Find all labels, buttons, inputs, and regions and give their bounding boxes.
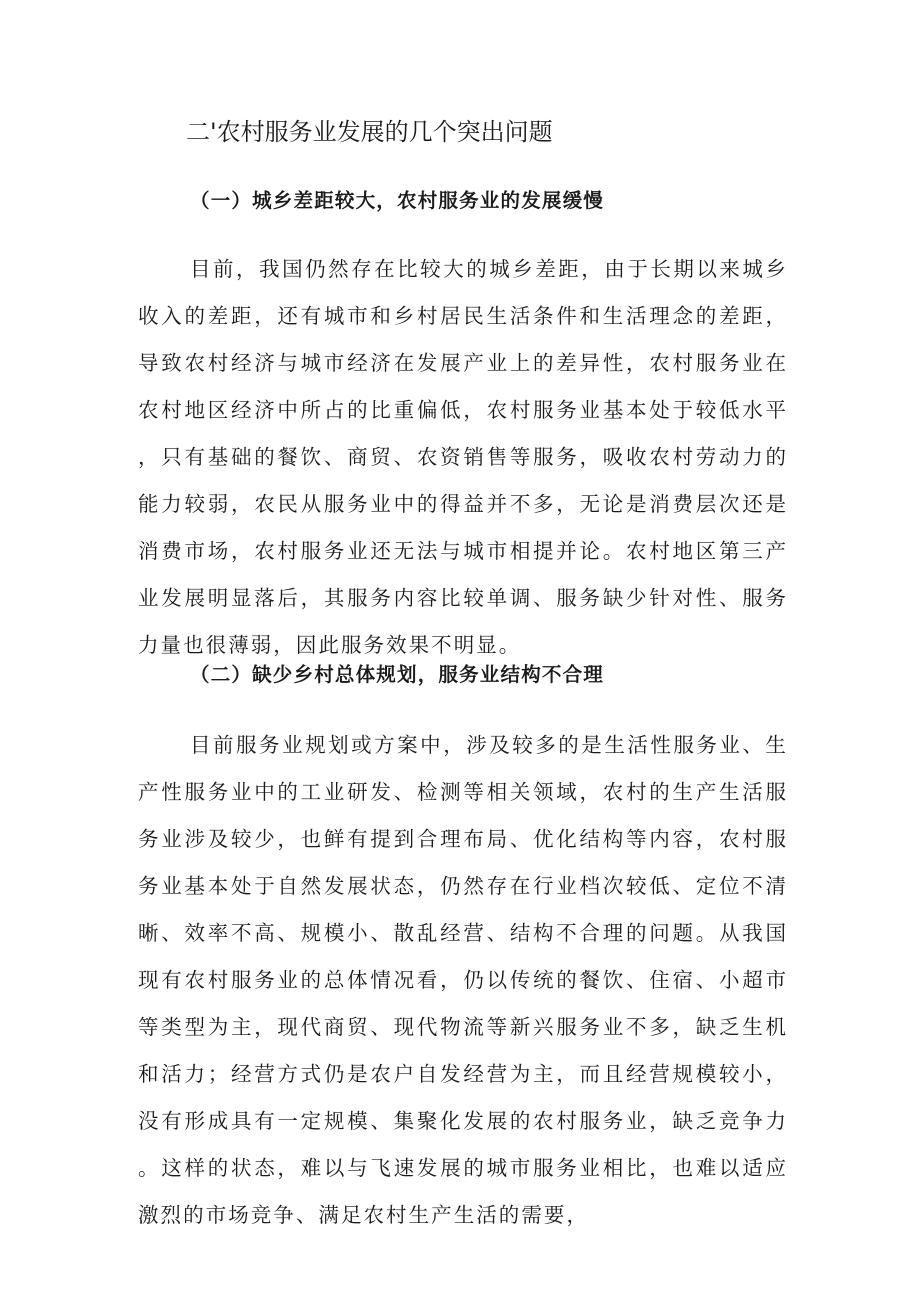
- body-paragraph-1: 目前，我国仍然存在比较大的城乡差距，由于长期以来城乡收入的差距，还有城市和乡村居民生活条件和生活理念的差距，导致农村经济与城市经济在发展产业上的差异性，农村服务业在农村地区经济中所占的比重偏低，农村服务业基本处于较低水平，只有基础的餐饮、商贸、农资销售等服务，吸收农村劳动力的能力较弱，农民从服务业中的得益并不多，无论是消费层次还是消费市场，农村服务业还无法与城市相提并论。农村地区第三产业发展明显落后，其服务内容比较单调、服务缺少针对性、服务力量也很薄弱，因此服务效果不明显。: [138, 257, 788, 657]
- body-paragraph-2: 目前服务业规划或方案中，涉及较多的是生活性服务业、生产性服务业中的工业研发、检测等相关领域，农村的生产生活服务业涉及较少，也鲜有提到合理布局、优化结构等内容，农村服务业基本处于自然发展状态，仍然存在行业档次较低、定位不清晰、效率不高、规模小、散乱经营、结构不合理的问题。从我国现有农村服务业的总体情况看，仍以传统的餐饮、住宿、小超市等类型为主，现代商贸、现代物流等新兴服务业不多，缺乏生机和活力；经营方式仍是农户自发经营为主，而且经营规模较小，没有形成具有一定规模、集聚化发展的农村服务业，缺乏竞争力。这样的状态，难以与飞速发展的城市服务业相比，也难以适应激烈的市场竞争、满足农村生产生活的需要，: [138, 733, 788, 1227]
- section-title: 二'农村服务业发展的几个突出问题: [186, 118, 553, 146]
- subsection-heading-1: （一）城乡差距较大，农村服务业的发展缓慢: [190, 189, 605, 212]
- subsection-heading-2: （二）缺少乡村总体规划，服务业结构不合理: [190, 663, 605, 686]
